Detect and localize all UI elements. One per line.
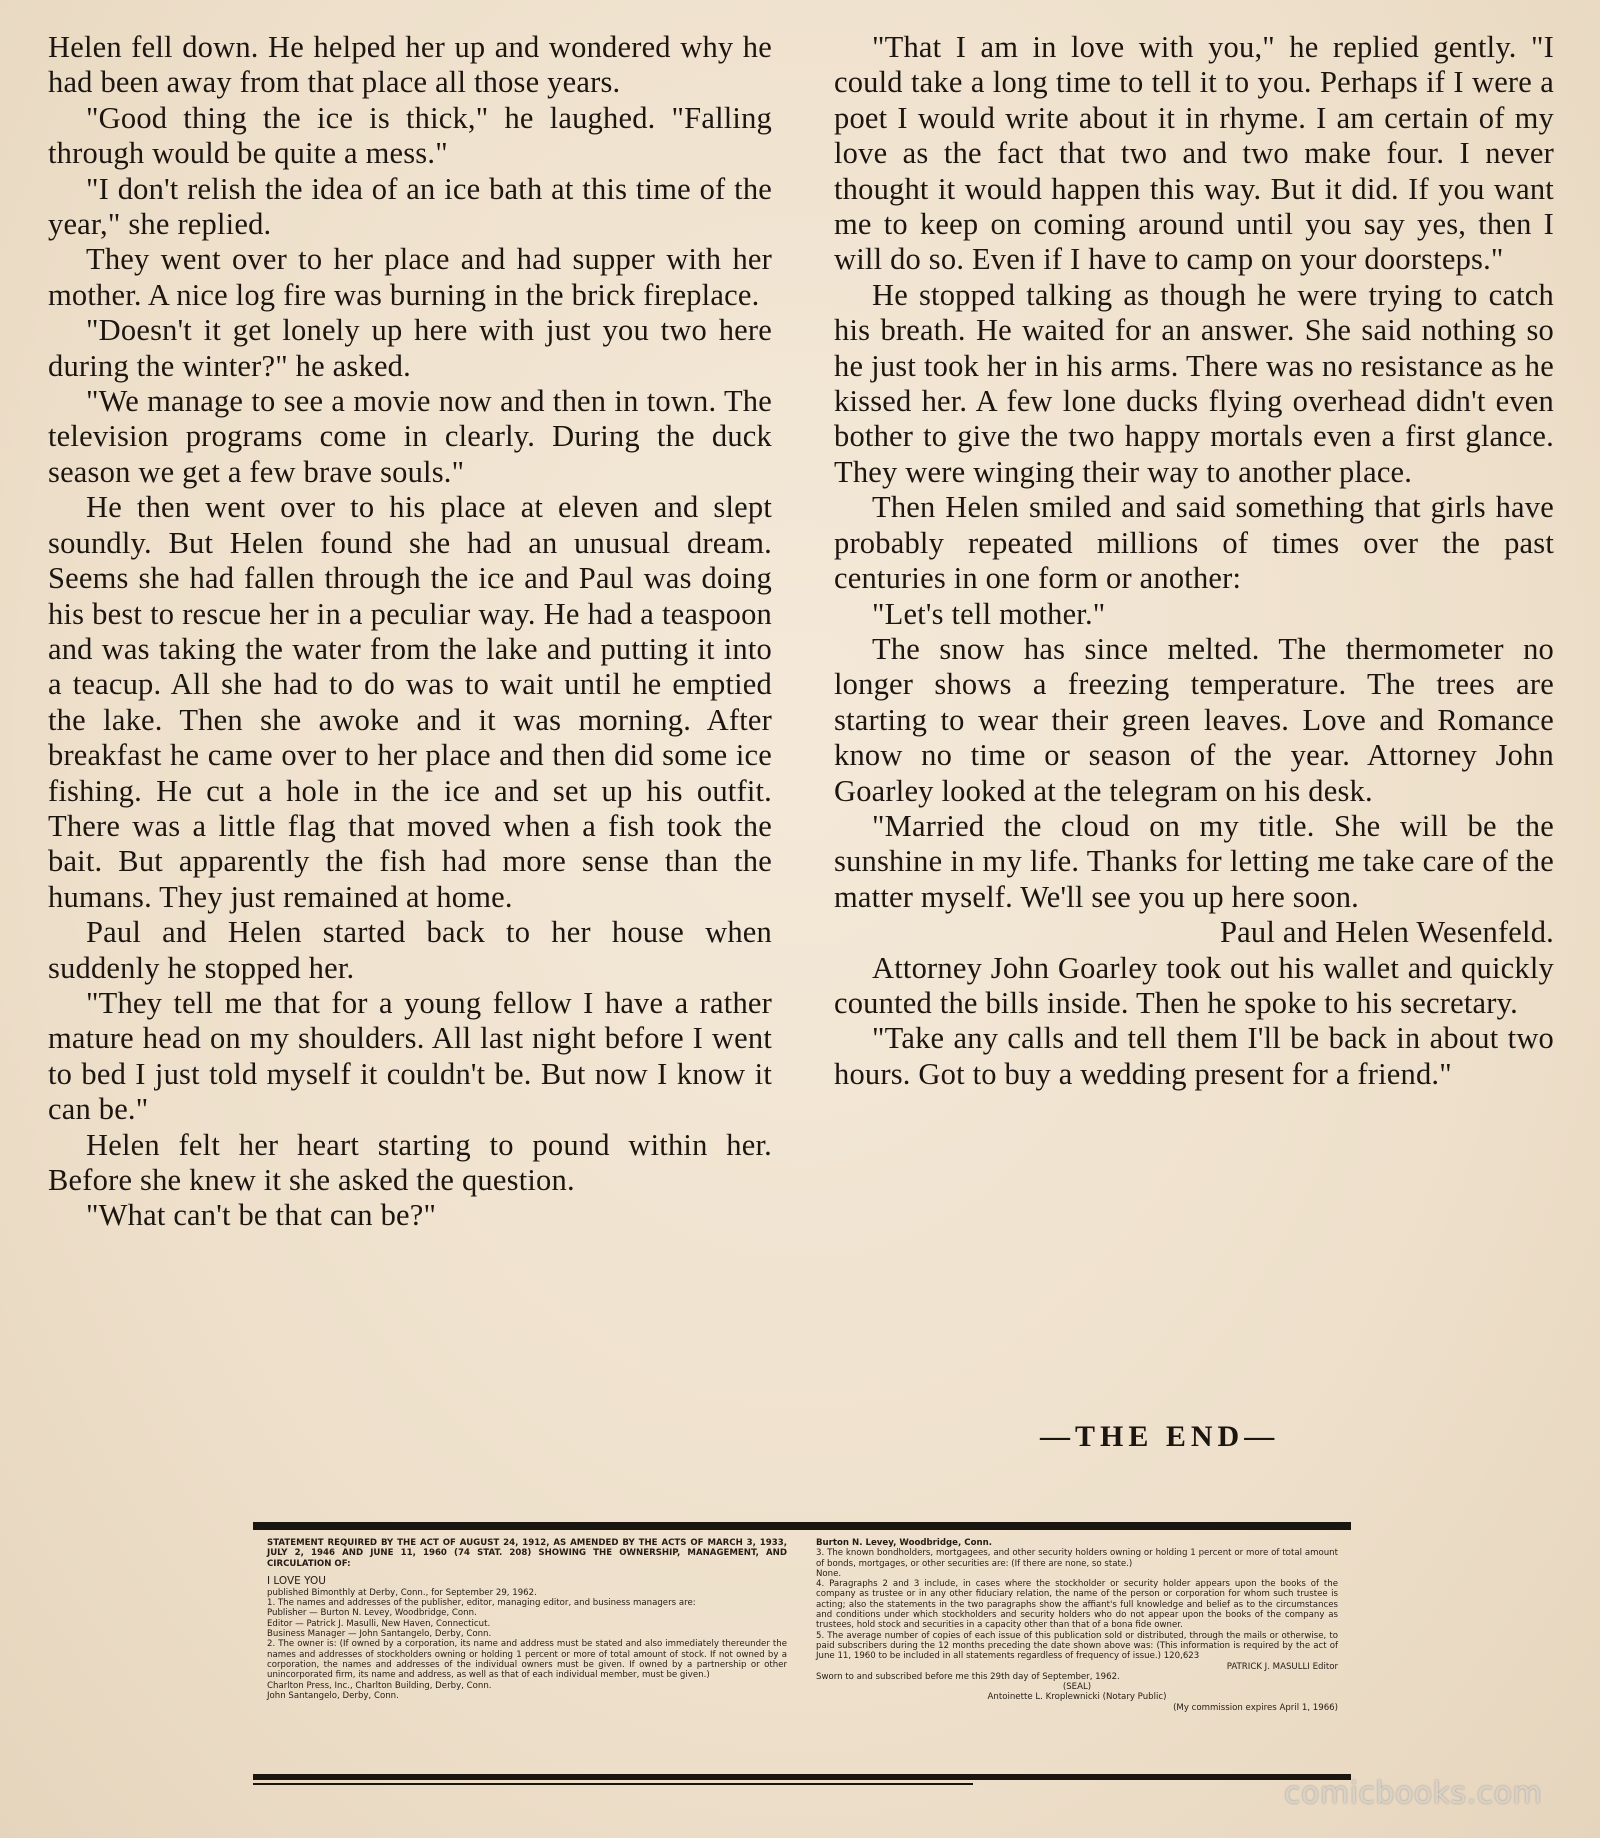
paragraph: "I don't relish the idea of an ice bath at this time of the year," she replied.: [48, 171, 772, 242]
paragraph: Helen felt her heart starting to pound within her. Before she knew it she asked the question.: [48, 1127, 772, 1197]
statement-paragraph: 2. The owner is: (If owned by a corporation, its name and address must be stated and also immediately thereunder the names and addresses of stockholders owning or holding 1 percent or more of total amount of stock. If not owned by a corporation, the names and addresses of the individual owners must be given. If owned by a partnership or other unincorporated firm, its name and address, as well as that of each individual member, must be given.): [267, 1639, 787, 1681]
paragraph: He stopped talking as though he were trying to catch his breath. He waited for an answer. She said nothing so he just took her in his arms. There was no resistance as he kissed her. A few lone ducks flying overhead didn't even bother to give the two happy mortals even a first glance. They were winging their way to another place.: [834, 277, 1554, 489]
statement-paragraph: 3. The known bondholders, mortgagees, and other security holders owning or holding 1 percent or more of total amount of bonds, mortgages, or other securities are: (If there are none, so state.): [816, 1548, 1338, 1569]
paragraph: "Married the cloud on my title. She will be the sunshine in my life. Thanks for letting me take care of the matter myself. We'll see you up here soon.: [834, 808, 1554, 914]
paragraph: "That I am in love with you," he replied gently. "I could take a long time to tell it to you. Perhaps if I were a poet I would write about it in rhyme. I am certain of my love as the fact that two and two make four. I never thought it would happen this way. But it did. If you want me to keep on coming around until you say yes, then I will do so. Even if I have to camp on your doorsteps.": [834, 30, 1554, 277]
statement-bottom-rule-thin: [253, 1783, 973, 1785]
statement-paragraph: 4. Paragraphs 2 and 3 include, in cases where the stockholder or security holder appears upon the books of the company as trustee or in any other fiduciary relation, the name of the person or corporation for whom such trustee is acting; also the statements in the two paragraphs show the affiant's full knowledge and belief as to the circumstances and conditions under which stockholders and security holders who do not appear upon the books of the company as trustees, hold stock and securities in a capacity other than that of a bona fide owner.: [816, 1579, 1338, 1631]
statement-title: I LOVE YOU: [267, 1574, 326, 1587]
paragraph: "Good thing the ice is thick," he laughed. "Falling through would be quite a mess.": [48, 100, 772, 171]
statement-none: None.: [816, 1568, 842, 1579]
the-end-label: —THE END—: [1040, 1420, 1280, 1453]
statement-seal: (SEAL): [1062, 1682, 1092, 1693]
statement-owner: Burton N. Levey, Woodbridge, Conn.: [816, 1538, 992, 1548]
statement-column-right: [816, 1538, 1338, 1713]
paragraph: Helen fell down. He helped her up and wondered why he had been away from that place all those years.: [48, 30, 772, 100]
statement-paragraph: 1. The names and addresses of the publisher, editor, managing editor, and business managers are:: [267, 1598, 696, 1609]
paragraph: "They tell me that for a young fellow I have a rather mature head on my shoulders. All last night before I went to bed I just told myself it couldn't be. But now I know it can be.": [48, 985, 772, 1127]
paragraph: Then Helen smiled and said something that girls have probably repeated millions of times over the past centuries in one form or another:: [834, 490, 1554, 596]
statement-column-left: [267, 1538, 787, 1701]
statement-editor: Editor — Patrick J. Masulli, New Haven, Connecticut.: [267, 1618, 491, 1629]
statement-published: published Bimonthly at Derby, Conn., for September 29, 1962.: [267, 1587, 537, 1598]
story-column-left: [48, 30, 772, 1234]
paragraph: The snow has since melted. The thermometer no longer shows a freezing temperature. The trees are starting to wear their green leaves. Love and Romance know no time or season of the year. Attorney John Goarley looked at the telegram on his desk.: [834, 631, 1554, 808]
statement-editor-signature: PATRICK J. MASULLI Editor: [1226, 1661, 1338, 1672]
statement-notary: Antoinette L. Kroplewnicki (Notary Public): [987, 1692, 1167, 1703]
paragraph: "We manage to see a movie now and then in town. The television programs come in clearly. During the duck season we get a few brave souls.": [48, 384, 772, 489]
story-column-right: [834, 30, 1554, 1092]
statement-owner: Charlton Press, Inc., Charlton Building, Derby, Conn.: [267, 1680, 492, 1691]
statement-sworn: Sworn to and subscribed before me this 29th day of September, 1962.: [816, 1671, 1120, 1682]
paragraph: "What can't be that can be?": [86, 1198, 437, 1233]
paragraph: Attorney John Goarley took out his wallet and quickly counted the bills inside. Then he spoke to his secretary.: [834, 950, 1554, 1020]
paragraph: They went over to her place and had supper with her mother. A nice log fire was burning in the brick fireplace.: [48, 242, 772, 312]
statement-top-rule: [253, 1522, 1351, 1530]
statement-business-manager: Business Manager — John Santangelo, Derby, Conn.: [267, 1629, 492, 1640]
paragraph: "Take any calls and tell them I'll be back in about two hours. Got to buy a wedding present for a friend.": [834, 1021, 1554, 1091]
telegram-signature: Paul and Helen Wesenfeld.: [1220, 915, 1554, 950]
paragraph: "Let's tell mother.": [872, 596, 1106, 631]
statement-owner: John Santangelo, Derby, Conn.: [267, 1690, 399, 1701]
statement-publisher: Publisher — Burton N. Levey, Woodbridge, Conn.: [267, 1608, 477, 1619]
ownership-statement: [253, 1522, 1351, 1790]
statement-heading: STATEMENT REQUIRED BY THE ACT OF AUGUST 24, 1912, AS AMENDED BY THE ACTS OF MARCH 3, 1933, JULY 2, 1946 AND JUNE 11, 1960 (74 STAT. 208) SHOWING THE OWNERSHIP, MANAGEMENT, AND CIRCULATION OF:: [267, 1538, 787, 1569]
statement-commission: (My commission expires April 1, 1966): [1173, 1702, 1338, 1713]
statement-bottom-rule: [253, 1774, 1351, 1780]
statement-paragraph: 5. The average number of copies of each issue of this publication sold or distributed, through the mails or otherwise, to paid subscribers during the 12 months preceding the date shown above was: (This information is required by the act of June 11, 1960 to be included in all statements regardless of frequency of issue.) 120,623: [816, 1630, 1338, 1662]
paragraph: Paul and Helen started back to her house when suddenly he stopped her.: [48, 915, 772, 985]
paragraph: He then went over to his place at eleven and slept soundly. But Helen found she had an unusual dream. Seems she had fallen through the ice and Paul was doing his best to rescue her in a peculiar way. He had a teaspoon and was taking the water from the lake and putting it into a teacup. All she had to do was to wait until he emptied the lake. Then she awoke and it was morning. After breakfast he came over to her place and then did some ice fishing. He cut a hole in the ice and set up his outfit. There was a little flag that moved when a fish took the bait. But apparently the fish had more sense than the humans. They just remained at home.: [48, 490, 772, 914]
watermark: comicbooks.com: [1284, 1776, 1543, 1811]
paragraph: "Doesn't it get lonely up here with just you two here during the winter?" he asked.: [48, 313, 772, 383]
